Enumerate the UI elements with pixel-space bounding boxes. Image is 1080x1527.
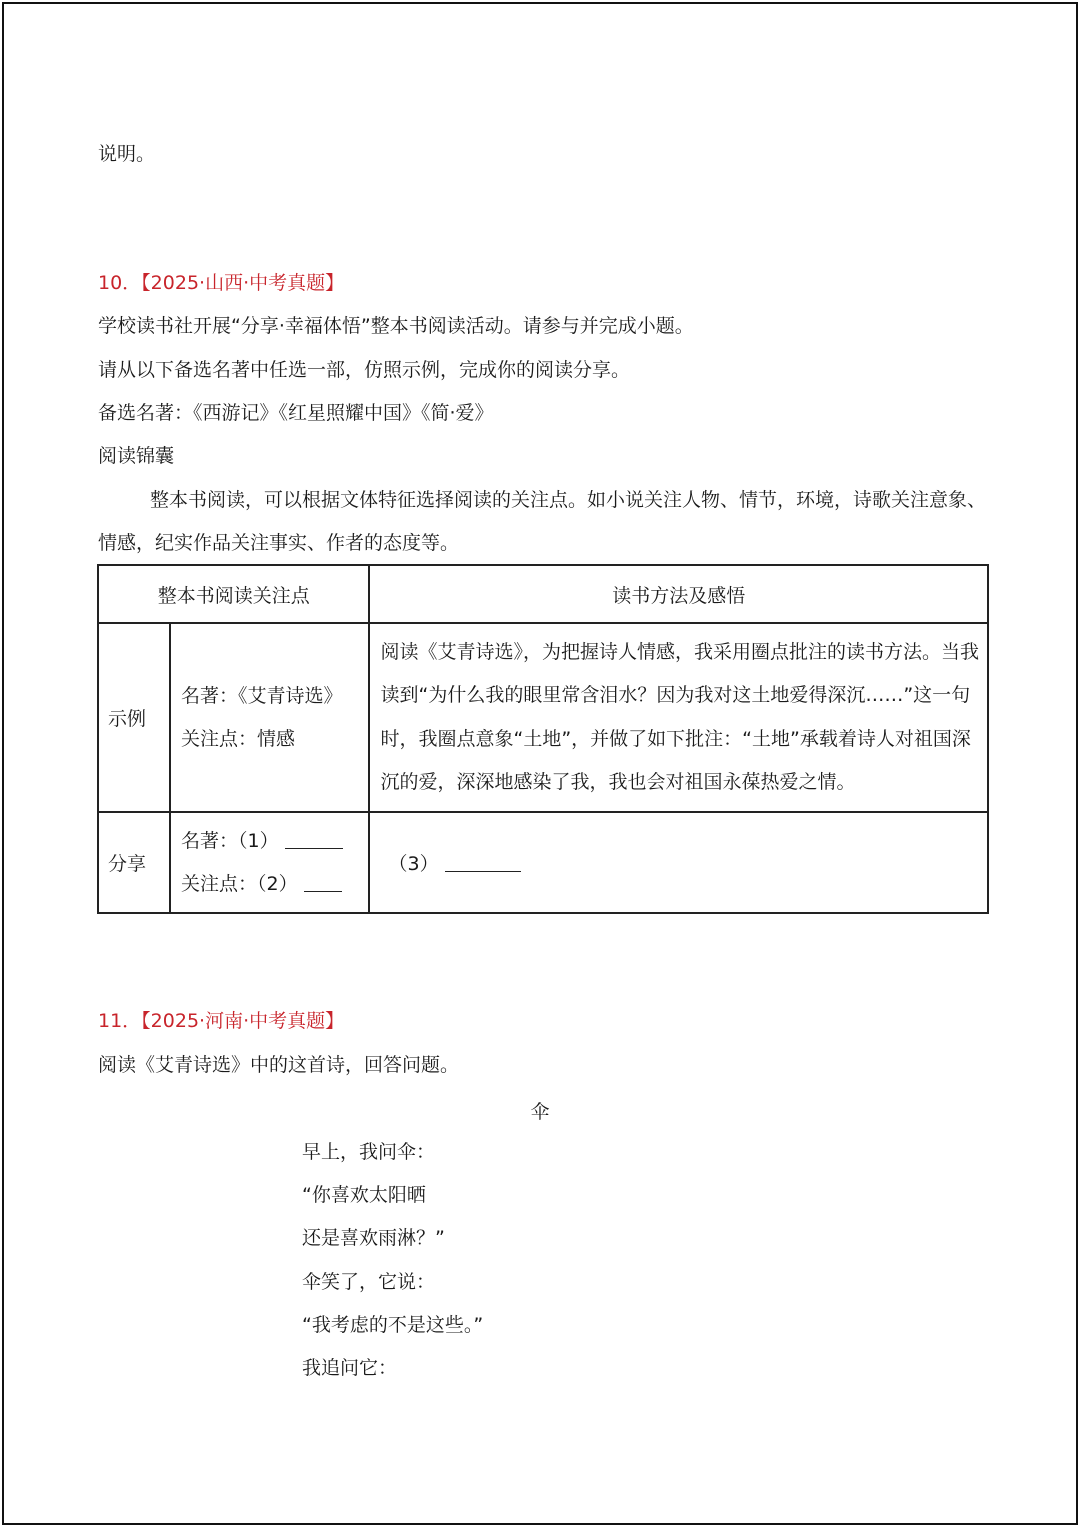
answer-blank-3[interactable] [445, 853, 521, 872]
q10-tip-line1: 整本书阅读，可以根据文体特征选择阅读的关注点。如小说关注人物、情节，环境，诗歌关注意象、 [150, 489, 987, 511]
q10-heading: 10．【2025·山西·中考真题】 [98, 272, 345, 294]
share-focus-cell [170, 812, 369, 913]
example-label: 示例 [98, 623, 170, 812]
q10-instruction: 请从以下备选名著中任选一部，仿照示例，完成你的阅读分享。 [98, 359, 631, 381]
q10-tip-line2: 情感，纪实作品关注事实、作者的态度等。 [98, 532, 460, 554]
poem-line: 我追问它： [302, 1357, 398, 1379]
example-focus: 关注点：情感 [181, 727, 296, 750]
example-text-line: 时，我圈点意象“土地”，并做了如下批注：“土地”承载着诗人对祖国深 [380, 727, 971, 750]
poem-line: 还是喜欢雨淋？” [302, 1227, 445, 1249]
share-book-row [181, 820, 368, 863]
share-label: 分享 [98, 812, 170, 913]
header-focus: 整本书阅读关注点 [98, 565, 369, 623]
top-text: 说明。 [98, 143, 156, 165]
share-method-label: （3） [388, 853, 439, 875]
share-focus-label: 关注点：（2） [181, 872, 298, 895]
q11-heading: 11．【2025·河南·中考真题】 [98, 1010, 345, 1032]
poem-line: “你喜欢太阳晒 [302, 1184, 426, 1206]
example-method-cell [369, 623, 988, 812]
poem-line: 伞笑了，它说： [302, 1271, 436, 1293]
poem-line: “我考虑的不是这些。” [302, 1314, 484, 1336]
example-text-line: 阅读《艾青诗选》，为把握诗人情感，我采用圈点批注的读书方法。当我 [380, 640, 979, 663]
poem-line: 早上，我问伞： [302, 1141, 436, 1163]
example-focus-cell [170, 623, 369, 812]
share-method-cell [369, 812, 988, 913]
poem-title: 伞 [530, 1101, 550, 1123]
share-book-label: 名著：（1） [181, 829, 279, 852]
reading-share-table [97, 564, 989, 914]
answer-blank-1[interactable] [285, 830, 343, 849]
q10-book-options: 备选名著：《西游记》《红星照耀中国》《简·爱》 [98, 402, 494, 424]
q10-intro: 学校读书社开展“分享·幸福体悟”整本书阅读活动。请参与并完成小题。 [98, 315, 694, 337]
example-book: 名著：《艾青诗选》 [181, 684, 343, 707]
example-text-line: 沉的爱，深深地感染了我，我也会对祖国永葆热爱之情。 [380, 771, 856, 793]
answer-blank-2[interactable] [304, 873, 342, 892]
example-text-line: 读到“为什么我的眼里常含泪水？因为我对这土地爱得深沉……”这一句 [380, 684, 971, 706]
q10-tips-title: 阅读锦囊 [98, 445, 175, 467]
header-method: 读书方法及感悟 [369, 565, 988, 623]
q11-intro: 阅读《艾青诗选》中的这首诗，回答问题。 [98, 1054, 460, 1076]
share-focus-row [181, 863, 368, 906]
